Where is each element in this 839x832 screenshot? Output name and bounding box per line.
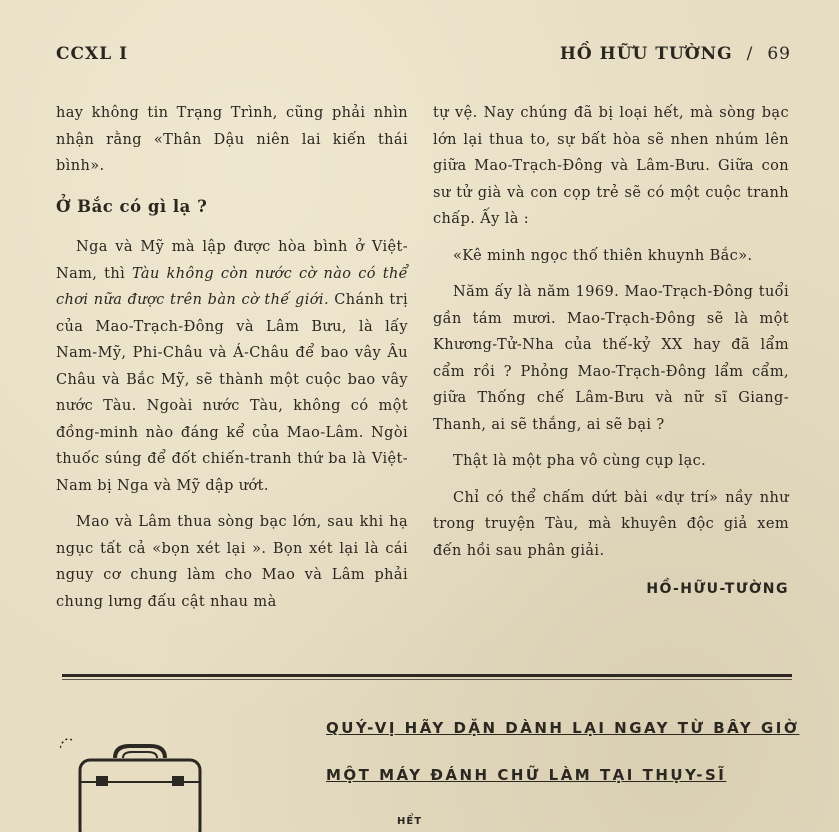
section-number: CCXL I bbox=[56, 44, 129, 64]
section-subheading: Ở Bắc có gì lạ ? bbox=[56, 196, 208, 216]
divider-rule-thin bbox=[62, 679, 792, 680]
paragraph: hay không tin Trạng Trình, cũng phải nhìn nhận rằng «Thân Dậu niên lai kiến thái bình». bbox=[56, 105, 408, 174]
advertisement-brand-fragment: HỂT bbox=[397, 816, 423, 827]
paragraph: Mao và Lâm thua sòng bạc lớn, sau khi hạ ngục tất cả «bọn xét lại ». Bọn xét lại là cái nguy cơ chung làm cho Mao và Lâm phải chung lưng đấu cật nhau mà bbox=[56, 514, 408, 610]
quotation: «Kê minh ngọc thố thiên khuynh Bắc». bbox=[453, 247, 753, 264]
author-signature: HỒ-HỮU-TƯỜNG bbox=[646, 581, 789, 597]
advertisement-subheadline: MỘT MÁY ĐÁNH CHỮ LÀM TẠI THỤY-SĨ bbox=[326, 766, 727, 784]
italic-emphasis: Tàu không còn nước cờ nào có thể chơi nữa được trên bàn cờ thế giới. bbox=[56, 265, 409, 308]
paragraph: tự vệ. Nay chúng đã bị loại hết, mà sòng bạc lớn lại thua to, sự bất hòa sẽ nhen nhúm lên giữa Mao-Trạch-Đông và Lâm-Bưu. Giữa con sư tử già và con cọp trẻ sẽ có một cuộc tranh chấp. Ấy là : bbox=[433, 105, 789, 227]
paragraph-text: Chánh trị của Mao-Trạch-Đông và Lâm Bưu, là lấy Nam-Mỹ, Phi-Châu và Á-Châu để bao vây Âu Châu và Bắc Mỹ, sẽ thành một cuộc bao vây nước Tàu. Ngoài nước Tàu, không có một đồng-minh nào đáng kể của Mao-Lâm. Ngòi thuốc súng để đốt chiến-tranh thứ ba là Việt-Nam bị Nga và Mỹ dập ướt. bbox=[56, 292, 408, 494]
paragraph: Năm ấy là năm 1969. Mao-Trạch-Đông tuổi gần tám mươi. Mao-Trạch-Đông sẽ là một Khương-Tử-Nha của thế-kỷ XX hay đã lẩm cẩm rồi ? Phỏng Mao-Trạch-Đông lẩm cẩm, giữa Thống chế Lâm-Bưu và nữ sĩ Giang-Thanh, ai sẽ thắng, ai sẽ bại ? bbox=[433, 284, 789, 433]
typewriter-case-illustration bbox=[60, 718, 220, 832]
left-column bbox=[56, 100, 408, 615]
header-author: HỒ HỮU TƯỜNG bbox=[559, 44, 733, 64]
advertisement-headline: QUÝ-VỊ HÃY DẶN DÀNH LẠI NGAY TỪ BÂY GIỜ bbox=[326, 719, 800, 737]
page-number: 69 bbox=[767, 44, 791, 64]
paragraph: Chỉ có thể chấm dứt bài «dự trí» nầy như trong truyện Tàu, mà khuyên độc giả xem đến hồi sau phân giải. bbox=[433, 489, 789, 559]
right-column bbox=[433, 100, 789, 603]
divider-rule bbox=[62, 674, 792, 677]
paragraph bbox=[56, 234, 408, 499]
running-header bbox=[560, 44, 791, 64]
paragraph-text: Nga và Mỹ mà lập được hòa bình ở Việt-Nam, thì bbox=[56, 239, 408, 282]
paragraph: Thật là một pha vô cùng cụp lạc. bbox=[453, 453, 707, 469]
header-separator: / bbox=[746, 44, 754, 64]
